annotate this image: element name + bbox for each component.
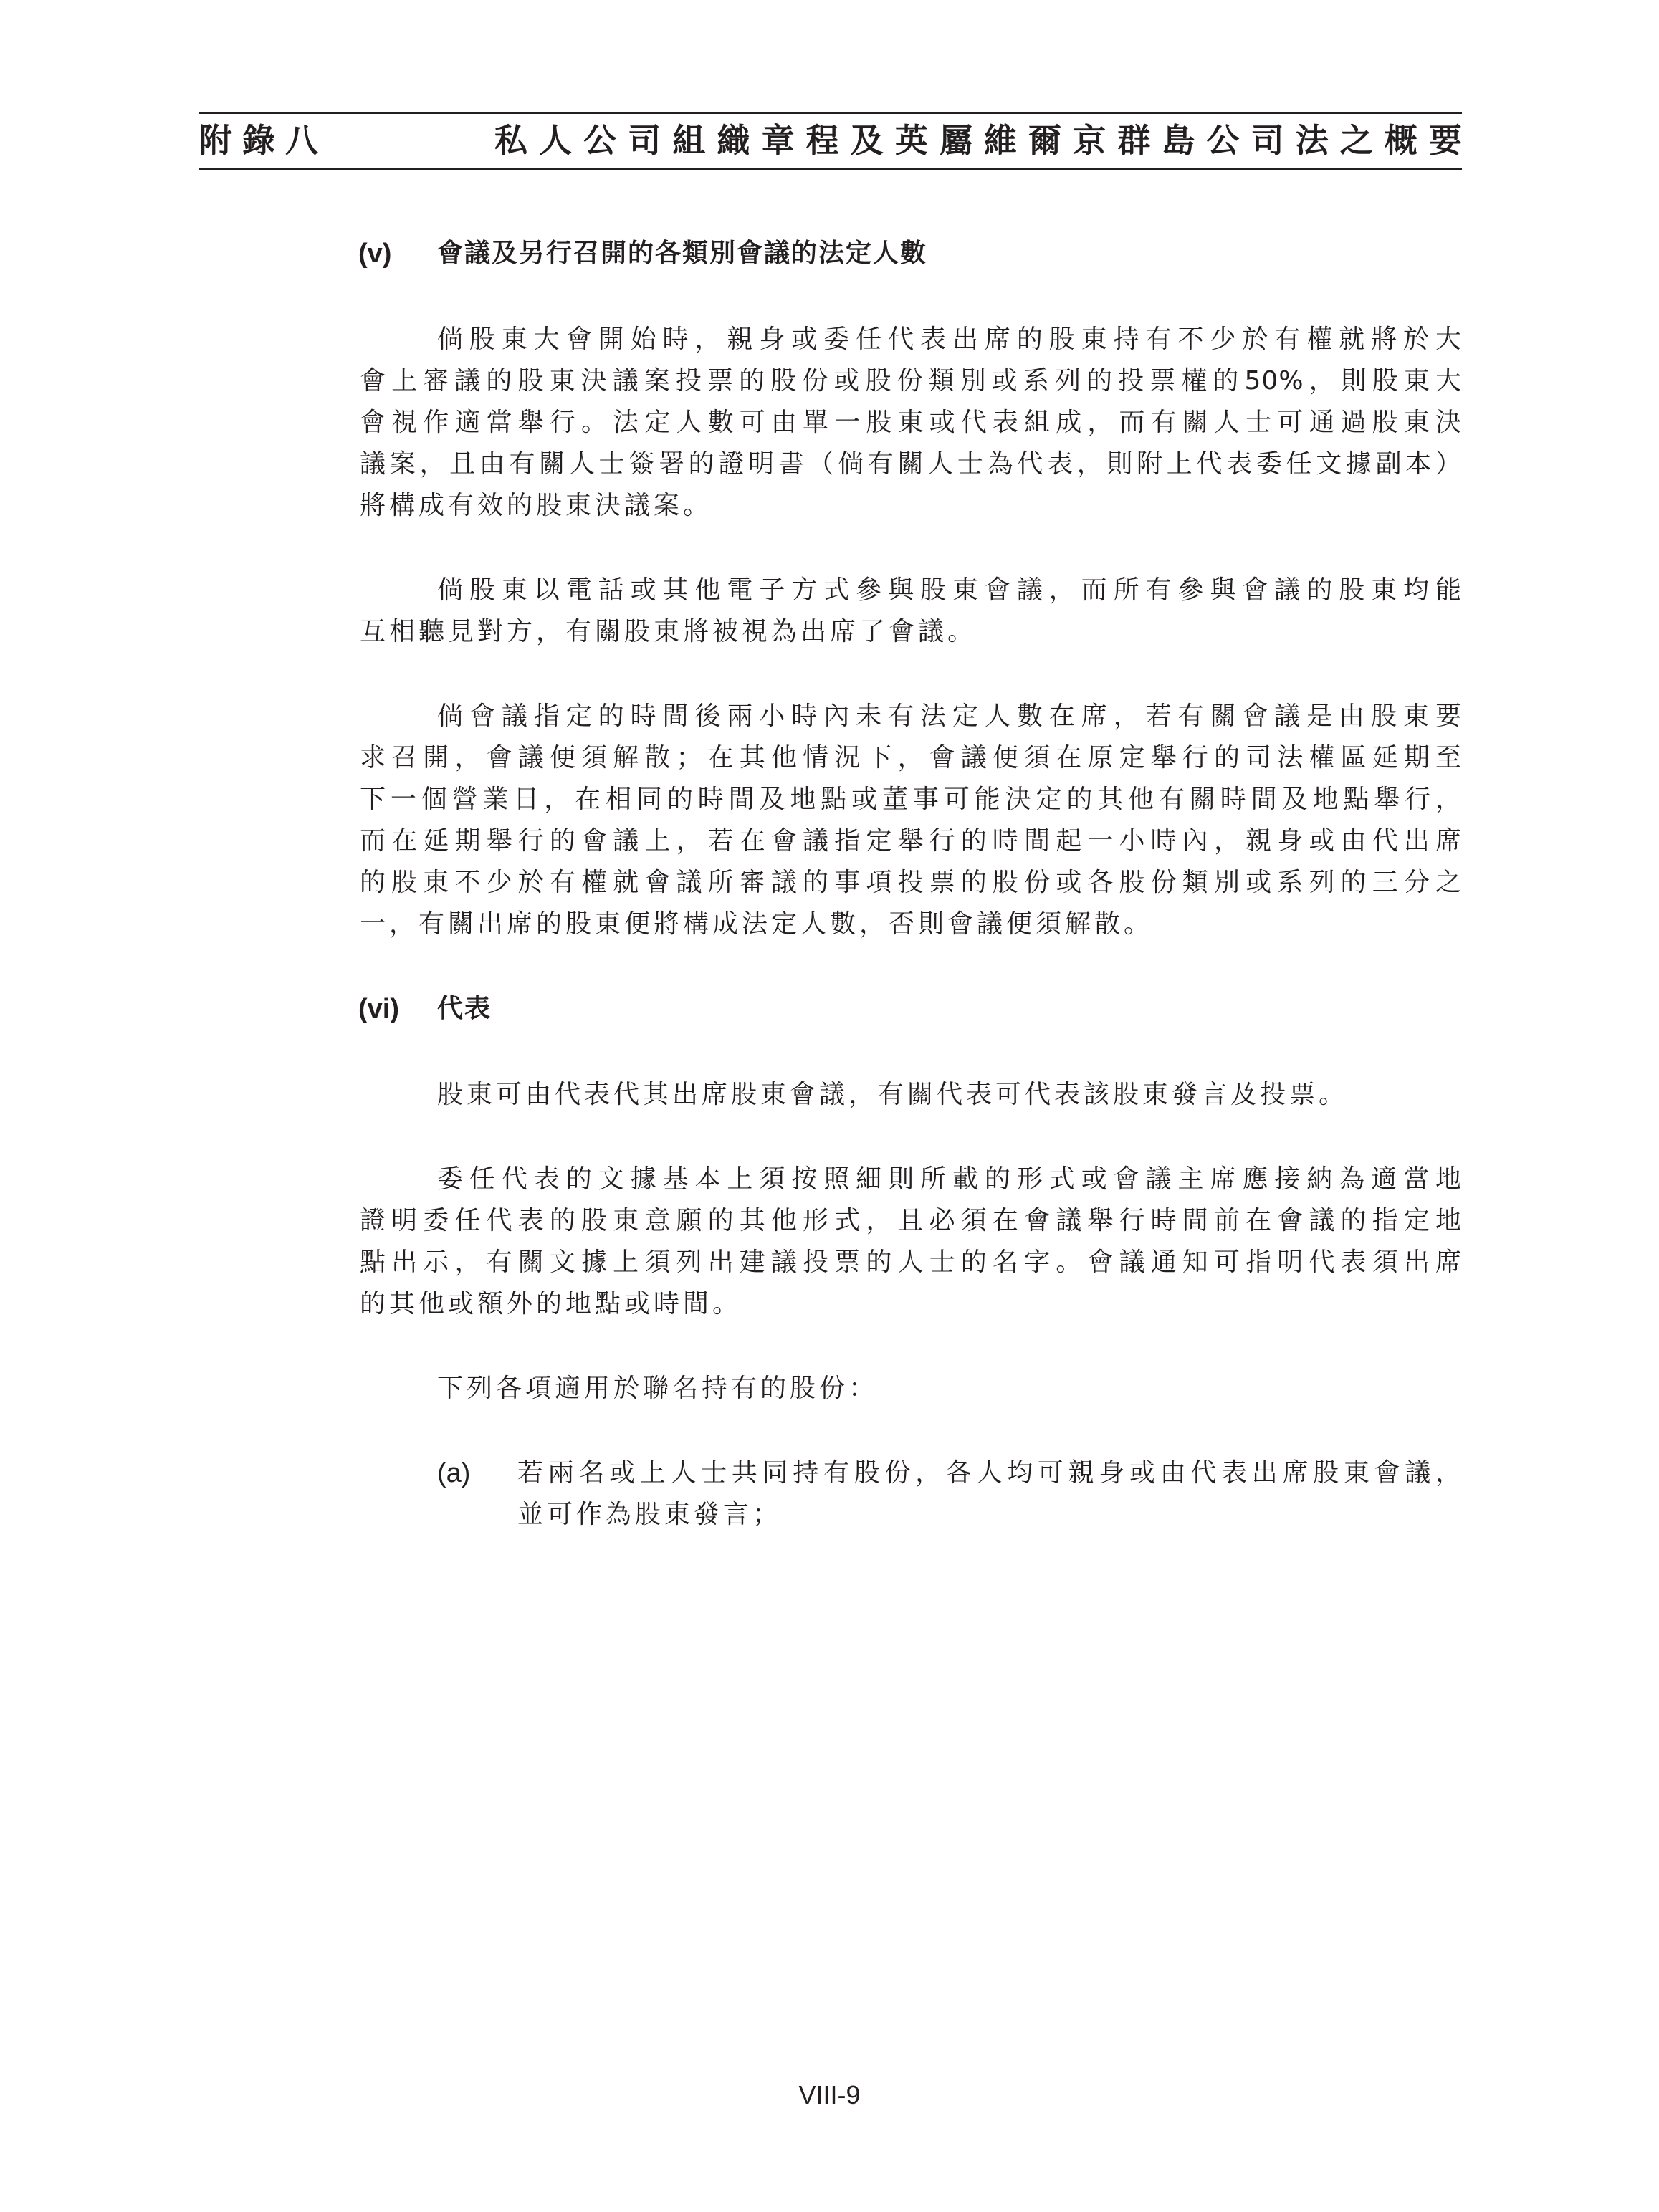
header-top-rule <box>199 112 1462 114</box>
page-title: 私人公司組織章程及英屬維爾京群島公司法之概要 <box>494 121 1462 160</box>
paragraph-line: 證明委任代表的股東意願的其他形式，且必須在會議舉行時間前在會議的指定地 <box>360 1206 1462 1235</box>
paragraph-line: 將構成有效的股東決議案。 <box>360 491 713 520</box>
paragraph-line: 會上審議的股東決議案投票的股份或股份類別或系列的投票權的50%，則股東大 <box>360 366 1462 396</box>
paragraph-line: 的其他或額外的地點或時間。 <box>360 1289 742 1318</box>
page-number: VIII-9 <box>798 2080 861 2110</box>
header-bottom-rule <box>199 168 1462 170</box>
paragraph-line: 倘股東以電話或其他電子方式參與股東會議，而所有參與會議的股東均能 <box>437 575 1462 605</box>
section-vi-heading <box>358 992 492 1027</box>
list-item-line: 並可作為股東發言； <box>517 1500 783 1529</box>
appendix-label: 附錄八 <box>199 121 328 160</box>
paragraph-line: 求召開，會議便須解散；在其他情況下，會議便須在原定舉行的司法權區延期至 <box>360 743 1462 772</box>
paragraph-line: 下列各項適用於聯名持有的股份： <box>437 1374 879 1403</box>
paragraph-line: 而在延期舉行的會議上，若在會議指定舉行的時間起一小時內，親身或由代出席 <box>360 826 1462 856</box>
section-vi-title: 代表 <box>437 994 492 1023</box>
list-item-label: (a) <box>437 1458 471 1488</box>
paragraph-line: 一，有關出席的股東便將構成法定人數，否則會議便須解散。 <box>360 909 1154 939</box>
section-v-heading <box>358 236 928 272</box>
paragraph-line: 的股東不少於有權就會議所審議的事項投票的股份或各股份類別或系列的三分之 <box>360 868 1462 897</box>
section-v-title: 會議及另行召開的各類別會議的法定人數 <box>437 239 928 268</box>
section-vi-number: (vi) <box>358 994 399 1024</box>
paragraph-line: 股東可由代表代其出席股東會議，有關代表可代表該股東發言及投票。 <box>437 1080 1349 1109</box>
list-item-line: 若兩名或上人士共同持有股份，各人均可親身或由代表出席股東會議， <box>517 1458 1462 1488</box>
paragraph-line: 下一個營業日，在相同的時間及地點或董事可能決定的其他有關時間及地點舉行， <box>360 785 1462 814</box>
section-v-number: (v) <box>358 239 392 269</box>
paragraph-line: 倘股東大會開始時，親身或委任代表出席的股東持有不少於有權就將於大 <box>437 325 1462 354</box>
paragraph-line: 倘會議指定的時間後兩小時內未有法定人數在席，若有關會議是由股東要 <box>437 702 1462 731</box>
paragraph-line: 會視作適當舉行。法定人數可由單一股東或代表組成，而有關人士可通過股東決 <box>360 408 1462 437</box>
paragraph-line: 委任代表的文據基本上須按照細則所載的形式或會議主席應接納為適當地 <box>437 1164 1462 1194</box>
paragraph-line: 議案，且由有關人士簽署的證明書（倘有關人士為代表，則附上代表委任文據副本） <box>360 449 1462 479</box>
paragraph-line: 互相聽見對方，有關股東將被視為出席了會議。 <box>360 617 977 646</box>
paragraph-line: 點出示，有關文據上須列出建議投票的人士的名字。會議通知可指明代表須出席 <box>360 1248 1462 1277</box>
